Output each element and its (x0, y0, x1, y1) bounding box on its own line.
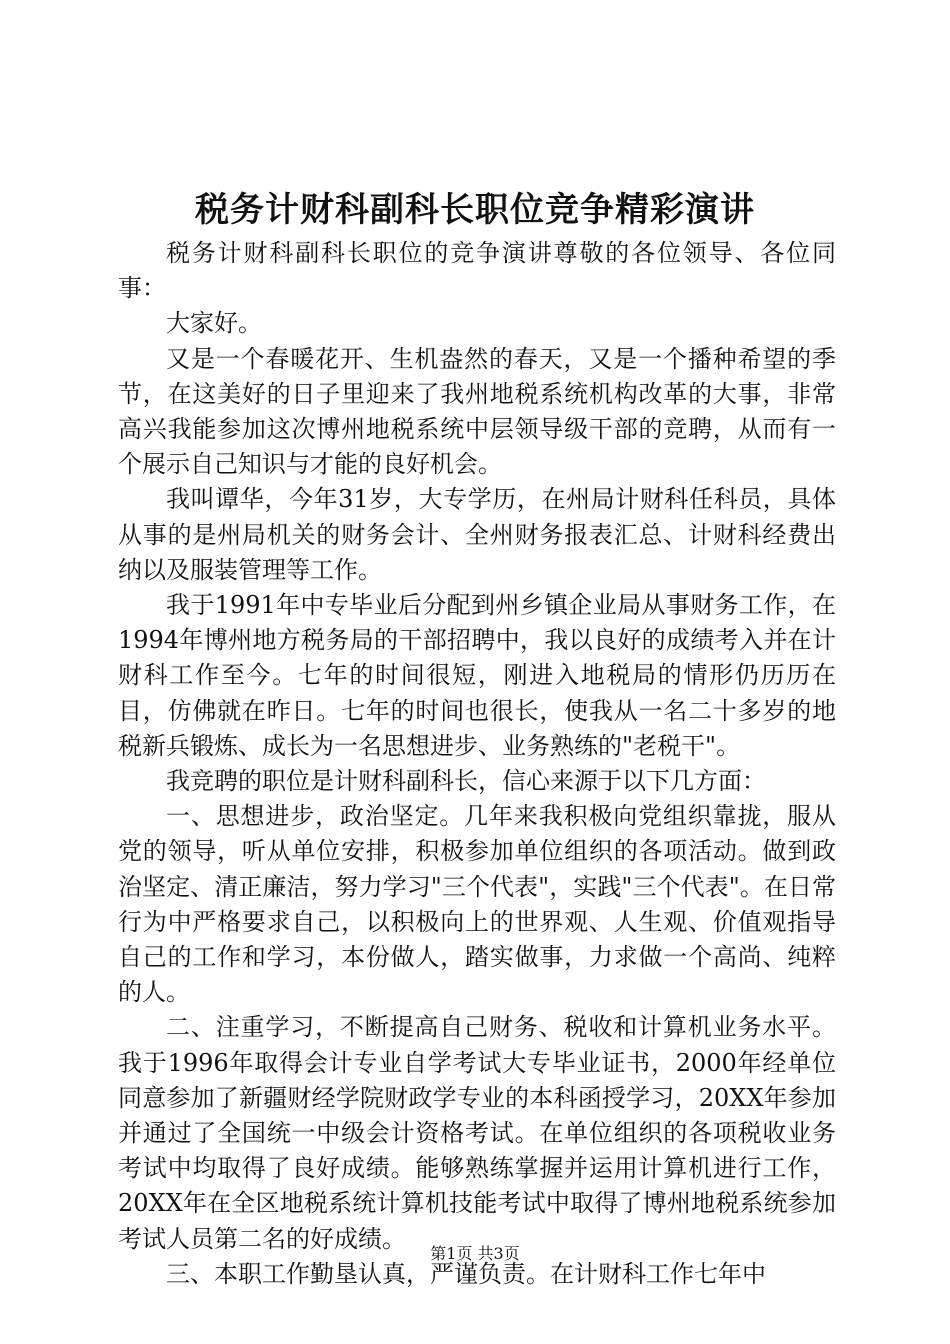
paragraph-work-history: 我于1991年中专毕业后分配到州乡镇企业局从事财务工作，在1994年博州地方税务局的干部招聘中，我以良好的成绩考入并在计财科工作至今。七年的时间很短，刚进入地税局的情形仍历历在目，仿佛就在昨日。七年的时间也很长，使我从一名二十多岁的地税新兵锻炼、成长为一名思想进步、业务熟练的"老税干"。 (118, 591, 836, 760)
paragraph-point-one: 一、思想进步，政治坚定。几年来我积极向党组织靠拢，服从党的领导，听从单位安排，积极参加单位组织的各项活动。做到政治坚定、清正廉洁，努力学习"三个代表"，实践"三个代表"。在日常行为中严格要求自己，以积极向上的世界观、人生观、价值观指导自己的工作和学习，本份做人，踏实做事，力求做一个高尚、纯粹的人。 (118, 802, 836, 1007)
paragraph-position-statement: 我竞聘的职位是计财科副科长，信心来源于以下几方面： (166, 767, 766, 796)
document-title: 税务计财科副科长职位竞争精彩演讲 (195, 190, 755, 230)
paragraph-point-two: 二、注重学习，不断提高自己财务、税收和计算机业务水平。我于1996年取得会计专业自学考试大专毕业证书，2000年经单位同意参加了新疆财经学院财政学专业的本科函授学习，20XX年参加并通过了全国统一中级会计资格考试。在单位组织的各项税收业务考试中均取得了良好成绩。能够熟练掌握并运用计算机进行工作，20XX年在全区地税系统计算机技能考试中取得了博州地税系统参加考试人员第二名的好成绩。 (118, 1013, 836, 1253)
paragraph-intro: 又是一个春暖花开、生机盎然的春天，又是一个播种希望的季节，在这美好的日子里迎来了我州地税系统机构改革的大事，非常高兴我能参加这次博州地税系统中层领导级干部的竞聘，从而有一个展示自己知识与才能的良好机会。 (118, 344, 836, 479)
paragraph-greeting: 大家好。 (166, 309, 262, 338)
document-body (118, 236, 836, 1292)
paragraph-self-introduction: 我叫谭华，今年31岁，大专学历，在州局计财科任科员，具体从事的是州局机关的财务会计、全州财务报表汇总、计财科经费出纳以及服装管理等工作。 (118, 485, 836, 584)
paragraph-salutation: 税务计财科副科长职位的竞争演讲尊敬的各位领导、各位同事： (118, 239, 836, 303)
page-number-footer: 第1页 共3页 (430, 1244, 520, 1263)
paragraph-point-three: 三、本职工作勤垦认真，严谨负责。在计财科工作七年中 (166, 1259, 766, 1288)
